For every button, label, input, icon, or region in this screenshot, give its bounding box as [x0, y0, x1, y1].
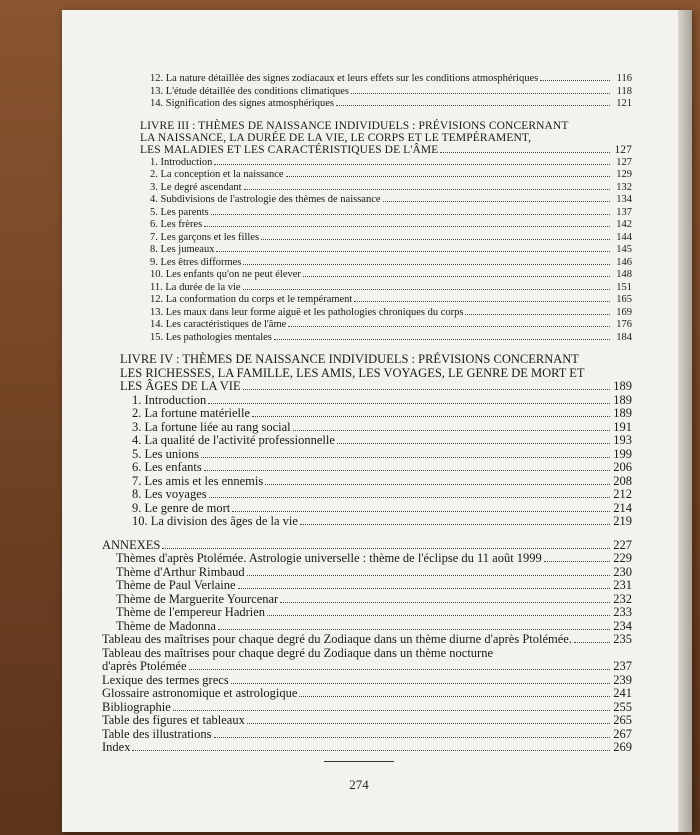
toc-entry: 2. La conception et la naissance 129	[150, 169, 632, 180]
toc-entry: Tableau des maîtrises pour chaque degré du Zodiaque dans un thème diurne d'après Ptolémée. 235	[102, 632, 632, 646]
toc-entry: 4. La qualité de l'activité professionnelle 193	[132, 433, 632, 447]
toc-entry-text: Tableau des maîtrises pour chaque degré du Zodiaque dans un thème nocturne	[102, 645, 494, 660]
toc-entry: 4. Subdivisions de l'astrologie des thèmes de naissance 134	[150, 194, 632, 205]
toc-entry: Thème de Marguerite Yourcenar 232	[116, 591, 632, 606]
page-number: 274	[349, 777, 369, 792]
toc-entry: Lexique des termes grecs 239	[102, 672, 632, 687]
toc-entry: Thème de l'empereur Hadrien 233	[116, 605, 632, 619]
toc-entry: 12. La nature détaillée des signes zodiacaux et leurs effets sur les conditions atmosphériques 116	[150, 73, 632, 84]
toc-entry: 5. Les parents 137	[150, 206, 632, 218]
footer-divider	[324, 761, 394, 762]
livre4-heading: LIVRE IV : THÈMES DE NAISSANCE INDIVIDUELS : PRÉVISIONS CONCERNANT LES RICHESSES, LA FAMILLE, LES AMIS, LES VOYAGES, LE GENRE DE MORT ET LES ÂGES DE LA VIE 189	[120, 352, 632, 393]
page-edge	[678, 10, 692, 832]
toc-entry: 5. Les unions 199	[132, 446, 632, 461]
toc-entry: 3. Le degré ascendant 132	[150, 181, 632, 193]
toc-entry: 6. Les frères 142	[150, 219, 632, 230]
toc-entry: Thèmes d'après Ptolémée. Astrologie universelle : thème de l'éclipse du 11 août 1999 229	[116, 551, 632, 565]
toc-entry: 8. Les jumeaux 145	[150, 244, 632, 255]
toc-entry: 10. Les enfants qu'on ne peut élever 148	[150, 269, 632, 280]
toc-entry: 6. Les enfants 206	[132, 460, 632, 474]
livre3-heading: LIVRE III : THÈMES DE NAISSANCE INDIVIDUELS : PRÉVISIONS CONCERNANT LA NAISSANCE, LA DURÉE DE LA VIE, LE CORPS ET LE TEMPÉRAMENT, LES MALADIES ET LES CARACTÉRISTIQUES DE L'ÂME 127	[140, 119, 632, 156]
toc-entry: 8. Les voyages 212	[132, 487, 632, 501]
toc-entry: 7. Les garçons et les filles 144	[150, 231, 632, 243]
toc-entry: 3. La fortune liée au rang social 191	[132, 419, 632, 434]
toc-entry: 9. Les êtres difformes 146	[150, 256, 632, 268]
toc-entry: 7. Les amis et les ennemis 208	[132, 473, 632, 488]
toc-entry: Thème de Madonna 234	[116, 618, 632, 633]
toc-entry: 13. Les maux dans leur forme aiguë et les pathologies chroniques du corps 169	[150, 306, 632, 318]
toc-entry: 11. La durée de la vie 151	[150, 281, 632, 293]
toc-entry: Table des illustrations 267	[102, 726, 632, 741]
toc-entry: 13. L'étude détaillée des conditions climatiques 118	[150, 85, 632, 97]
toc-entry: 15. Les pathologies mentales 184	[150, 331, 632, 343]
toc-entry: 1. Introduction 189	[132, 392, 632, 407]
toc-entry: Table des figures et tableaux 265	[102, 713, 632, 727]
toc-entry: 9. Le genre de mort 214	[132, 500, 632, 515]
toc-entry: d'après Ptolémée 237	[102, 659, 632, 673]
table-of-contents	[102, 72, 632, 755]
annexes-heading: ANNEXES 227	[102, 537, 632, 552]
toc-entry: 14. Signification des signes atmosphériques 121	[150, 98, 632, 109]
book-page	[62, 10, 692, 832]
toc-entry: 12. La conformation du corps et le tempérament 165	[150, 294, 632, 305]
toc-entry: Thème d'Arthur Rimbaud 230	[116, 564, 632, 579]
toc-entry: 2. La fortune matérielle 189	[132, 406, 632, 420]
toc-entry: Glossaire astronomique et astrologique 241	[102, 686, 632, 700]
toc-entry: 10. La division des âges de la vie 219	[132, 514, 632, 528]
toc-entry: Thème de Paul Verlaine 231	[116, 578, 632, 592]
toc-entry: 1. Introduction 127	[150, 156, 632, 168]
toc-entry: Bibliographie 255	[102, 699, 632, 714]
toc-entry: Index 269	[102, 740, 632, 754]
toc-entry: 14. Les caractéristiques de l'âme 176	[150, 319, 632, 330]
